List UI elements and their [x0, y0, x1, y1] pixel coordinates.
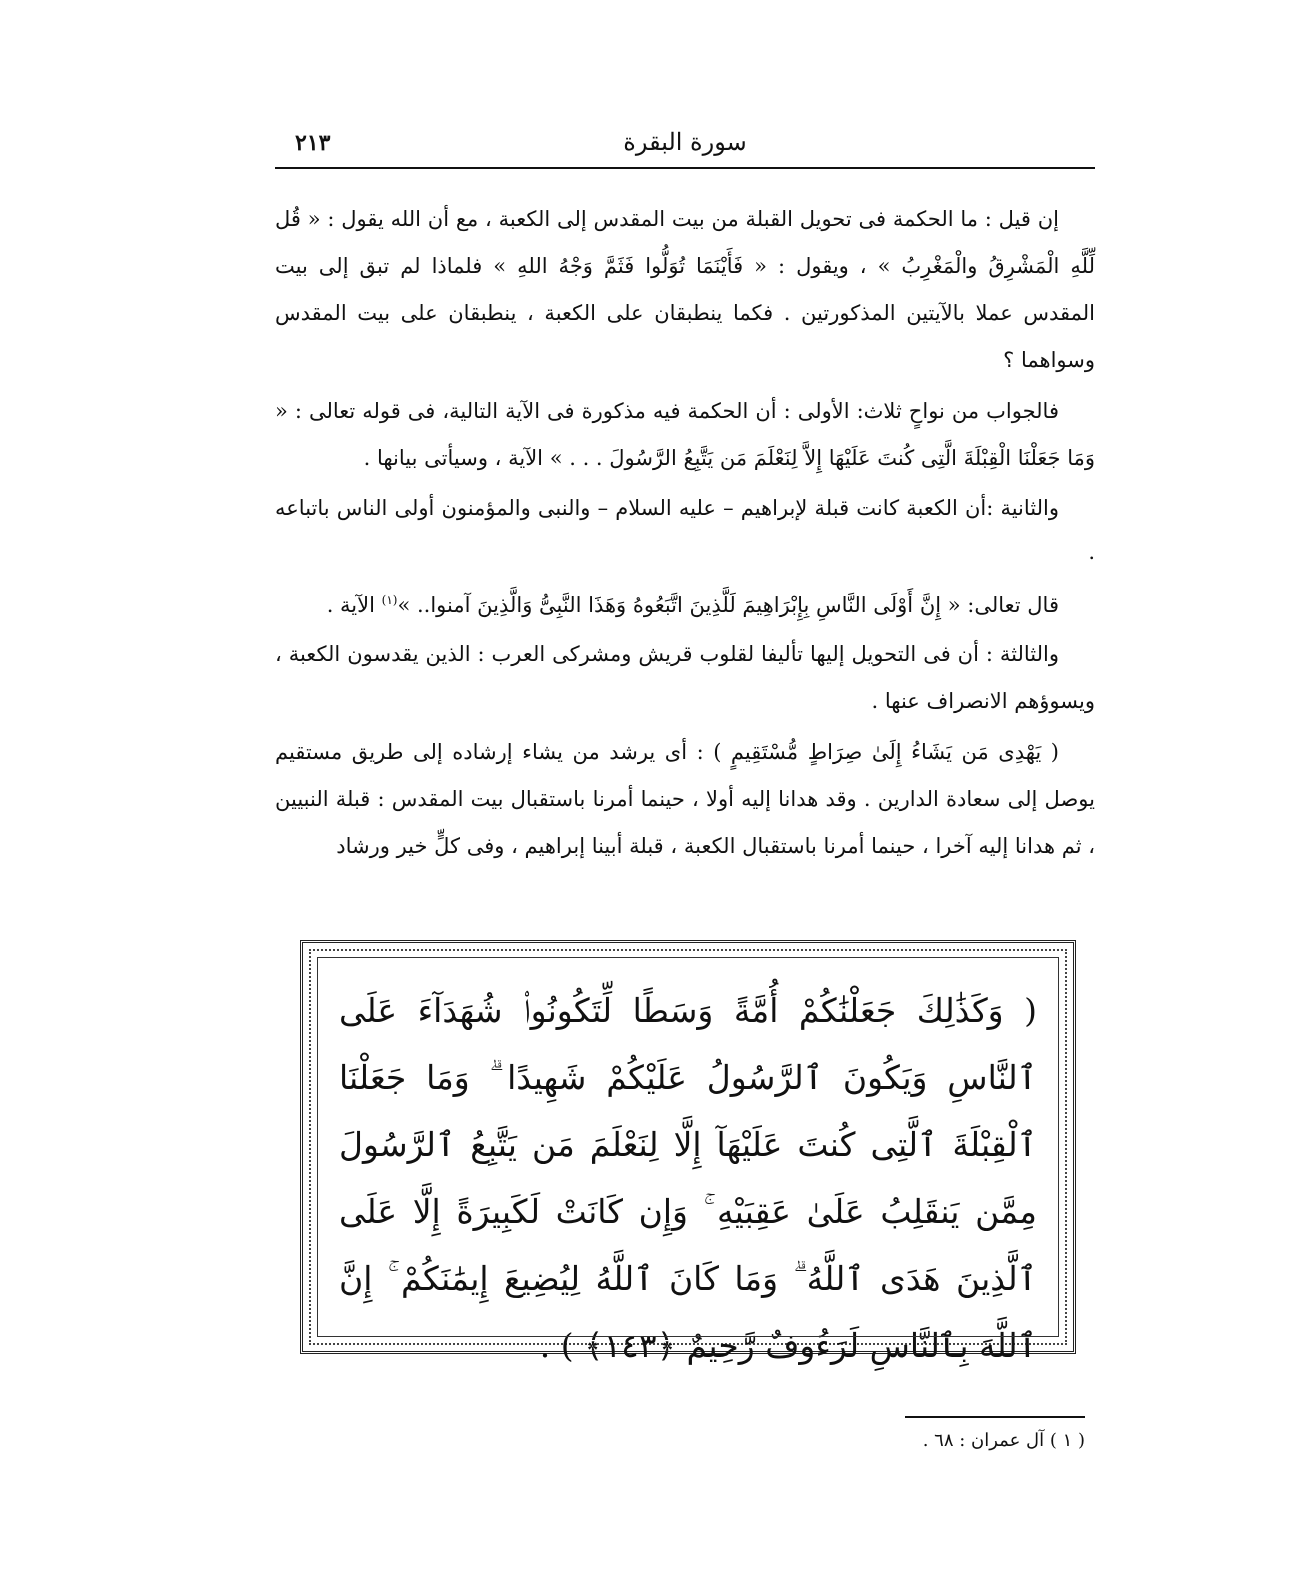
header-rule: [275, 167, 1095, 169]
page-header: [275, 128, 1095, 168]
quote-ibrahim-end: الآية .: [326, 593, 382, 617]
footnote: ( ١ ) آل عمران : ٦٨ .: [922, 1430, 1085, 1451]
footnote-rule: [905, 1416, 1085, 1418]
commentary-text: [275, 196, 1095, 874]
paragraph-question: إن قيل : ما الحكمة فى تحويل القبلة من بيت المقدس إلى الكعبة ، مع أن الله يقول : « قُل لِّلَّهِ الْمَشْرِقُ والْمَغْرِبُ » ، ويقول : « فَأَيْنَمَا تُوَلُّوا فَثَمَّ وَجْهُ اللهِ » فلماذا لم تبق إلى بيت المقدس عملا بالآيتين المذكورتين . فكما ينطبقان على الكعبة ، ينطبقان على بيت المقدس وسواهما ؟: [275, 207, 1095, 372]
running-title: سورة البقرة: [623, 128, 747, 156]
footnote-marker: (١): [381, 593, 398, 607]
page-number: ٢١٣: [295, 130, 331, 156]
quran-verse-frame: [300, 940, 1076, 1365]
paragraph-answer-first: فالجواب من نواحٍ ثلاث: الأولى : أن الحكمة فيه مذكورة فى الآية التالية، فى قوله تعالى : « وَمَا جَعَلْنَا الْقِبْلَةَ الَّتِى كُنتَ عَلَيْهَا إِلاَّ لِنَعْلَمَ مَن يَتَّبِعُ الرَّسُولَ . . . » الآية ، وسيأتى بيانها .: [275, 399, 1095, 470]
paragraph-answer-third: والثالثة : أن فى التحويل إليها تأليفا لقلوب قريش ومشركى العرب : الذين يقدسون الكعبة ، ويسوؤهم الانصراف عنها .: [275, 642, 1095, 713]
quran-verse-text: ( وَكَذَٰلِكَ جَعَلْنَٰكُمْ أُمَّةً وَسَطًا لِّتَكُونُوا۟ شُهَدَآءَ عَلَى ٱلنَّاسِ وَيَكُونَ ٱلرَّسُولُ عَلَيْكُمْ شَهِيدًا ۗ وَمَا جَعَلْنَا ٱلْقِبْلَةَ ٱلَّتِى كُنتَ عَلَيْهَآ إِلَّا لِنَعْلَمَ مَن يَتَّبِعُ ٱلرَّسُولَ مِمَّن يَنقَلِبُ عَلَىٰ عَقِبَيْهِ ۚ وَإِن كَانَتْ لَكَبِيرَةً إِلَّا عَلَى ٱلَّذِينَ هَدَى ٱللَّهُ ۗ وَمَا كَانَ ٱللَّهُ لِيُضِيعَ إِيمَٰنَكُمْ ۚ إِنَّ ٱللَّهَ بِٱلنَّاسِ لَرَءُوفٌ رَّحِيمٌ ﴿١٤٣﴾ ) .: [339, 991, 1037, 1365]
paragraph-answer-second: والثانية :أن الكعبة كانت قبلة لإبراهيم – عليه السلام – والنبى والمؤمنون أولى الناس باتباعه .: [275, 496, 1095, 564]
paragraph-quote-ibrahim: [275, 578, 1095, 627]
paragraph-guidance: ( يَهْدِى مَن يَشَاءُ إِلَىٰ صِرَاطٍ مُّسْتَقِيمٍ ) : أى يرشد من يشاء إرشاده إلى طريق مستقيم يوصل إلى سعادة الدارين . وقد هدانا إليه أولا ، حينما أمرنا باستقبال بيت المقدس : قبلة النبيين ، ثم هدانا إليه آخرا ، حينما أمرنا باستقبال الكعبة ، قبلة أبينا إبراهيم ، وفى كلٍّ خير ورشاد: [275, 740, 1095, 858]
quote-ibrahim-text: قال تعالى: « إِنَّ أَوْلَى النَّاسِ بِإِبْرَاهِيمَ لَلَّذِينَ اتَّبَعُوهُ وَهَذَا النَّبِىُّ وَالَّذِينَ آمنوا.. »: [397, 593, 1059, 617]
